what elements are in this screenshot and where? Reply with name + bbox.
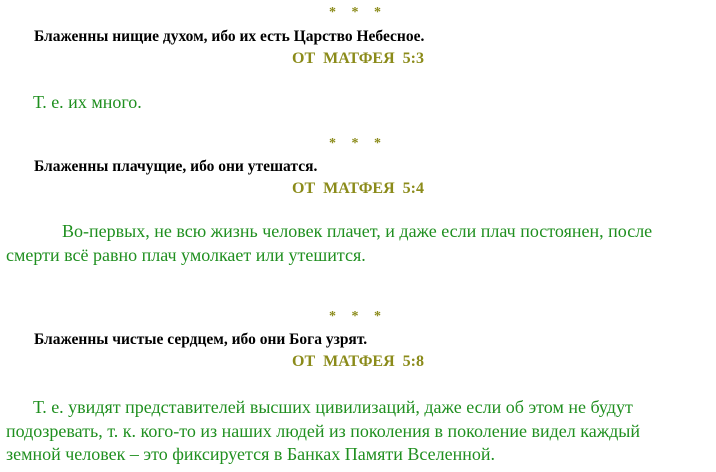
comment-line: Во-первых, не всю жизнь человек плачет, и даже если плач постоянен, после (62, 221, 653, 241)
comment-line: подозревать, т. к. кого-то из наших людей из поколения в поколение видел каждый (6, 420, 641, 441)
verse-text: Блаженны чистые сердцем, ибо они Бога узрят. (34, 331, 368, 348)
verse-comment (33, 91, 716, 115)
section-separator-stars: * * * (329, 136, 387, 151)
verse-text: Блаженны плачущие, ибо они утешатся. (34, 158, 318, 175)
comment-line: смерти всё равно плач умолкает или утешится. (6, 244, 366, 265)
verse-comment (6, 220, 714, 267)
section-separator-stars: * * * (329, 309, 387, 324)
verse-comment (6, 396, 714, 467)
verse-text: Блаженны нищие духом, ибо их есть Царство Небесное. (34, 28, 425, 45)
comment-line: Т. е. их много. (33, 92, 142, 112)
verse-reference: ОТ МАТФЕЯ 5:4 (292, 180, 424, 197)
verse-reference: ОТ МАТФЕЯ 5:8 (292, 353, 424, 370)
comment-line: Т. е. увидят представителей высших цивилизаций, даже если об этом не будут (33, 397, 633, 417)
comment-line: земной человек – это фиксируется в Банках Памяти Вселенной. (6, 444, 495, 464)
section-separator-stars: * * * (329, 5, 387, 20)
verse-reference: ОТ МАТФЕЯ 5:3 (292, 50, 424, 67)
